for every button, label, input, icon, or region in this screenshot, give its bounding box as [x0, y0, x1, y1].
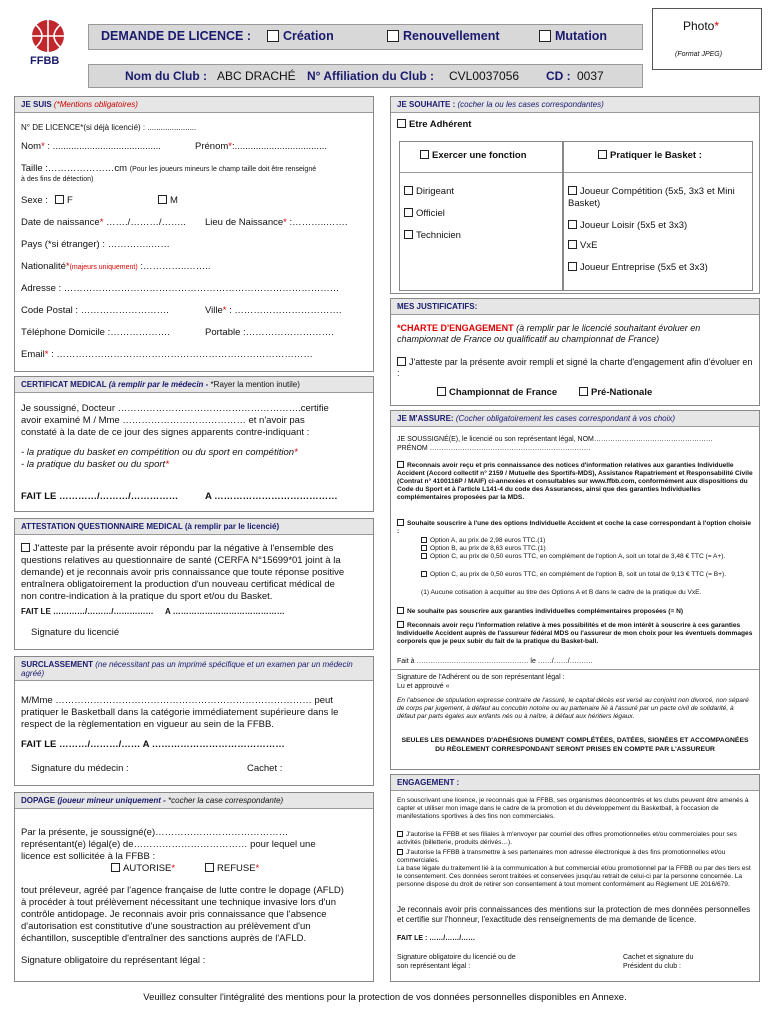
certificat-option-2[interactable]: - la pratique du basket ou du sport*	[21, 459, 169, 470]
engagement-section	[390, 774, 760, 982]
adresse-field[interactable]: Adresse : ……………………………………………………………………………	[21, 283, 340, 294]
sexe-m[interactable]: M	[158, 195, 178, 207]
charte-attestation[interactable]: J'atteste par la présente avoir rempli et signé la charte d'engagement afin d'évoluer en :	[397, 357, 753, 378]
taille-field[interactable]: Taille :…………………cm (Pour les joueurs mineurs le champ taille doit être renseigné	[21, 163, 317, 174]
engagement-header: ENGAGEMENT :	[391, 775, 759, 791]
surclassement-line-2: pratiquer le Basketball dans la catégorie immédiatement supérieure dans le	[21, 707, 339, 718]
capital-deces-note: En l'absence de stipulation expresse contraire de l'assuré, le capital décès est versé au conjoint non divorcé, non séparé de corps par jugement, à défaut au concubin notoire ou au partenaire lié à l'assuré par un pacte civil de solidarité, à défaut par parts égales aux enfants nés ou à naître, à défaut aux héritiers légaux.	[397, 697, 749, 720]
information-checkbox[interactable]	[397, 621, 404, 628]
assurance-final-note: SEULES LES DEMANDES D'ADHÉSIONS DUMENT COMPLÉTÉES, DATÉES, SIGNÉES ET ACCOMPAGNÉES DU RÈGLEMENT CORRESPONDANT SERONT PRISES EN COMPTE PAR L'ASSUREUR	[401, 737, 749, 753]
questionnaire-lieu[interactable]: A ……………………………………	[165, 607, 285, 616]
je-suis-section	[14, 96, 374, 372]
option-c-b[interactable]: Option C, au prix de 0,50 euros TTC, en complément de l'option B, soit un total de 9,13 € TTC (= B+).	[421, 571, 751, 579]
fonction-checkbox[interactable]	[420, 150, 429, 159]
adherent-option[interactable]: Etre Adhérent	[397, 119, 471, 131]
certificat-section	[14, 376, 374, 512]
dopage-text-4: d'autorisation est constitutive d'une soustraction au prélèvement d'un	[21, 921, 311, 932]
justificatifs-section	[390, 298, 760, 406]
dopage-line-3: licence est sollicitée à la FFBB :	[21, 851, 156, 862]
dopage-refuse[interactable]: REFUSE*	[205, 863, 259, 875]
email-field[interactable]: Email* : ………………………………………………………………………	[21, 349, 313, 360]
sexe-f-checkbox[interactable]	[55, 195, 64, 204]
affiliation-label: N° Affiliation du Club :	[307, 69, 434, 83]
je-souhaite-section	[390, 96, 760, 294]
assurance-information[interactable]: Reconnais avoir reçu l'information relative à mes possibilités et de mon intérêt à souscrire à ces garanties Individuelle Accident auprès de l'assureur fédéral MDS ou l'assureur de mon choix pour les éventuels dommages corporels que je peux subir du fait de la pratique du Basket-ball.	[397, 622, 753, 645]
sexe-label: Sexe :	[21, 195, 48, 206]
engagement-date[interactable]: FAIT LE : ……/……/……	[397, 935, 476, 942]
engagement-partenaires[interactable]: J'autorise la FFBB à transmettre à ses partenaires mon adresse électronique à des fins promotionnelles et/ou commerciales.	[397, 849, 726, 864]
questionnaire-signature[interactable]: Signature du licencié	[31, 627, 120, 638]
adherent-checkbox[interactable]	[397, 119, 406, 128]
questionnaire-line-2: questions relatives au questionnaire de santé (CERFA N°15699*01 joint à la	[21, 555, 341, 566]
dopage-line-2: représentant(e) légal(e) de……………………………… pour lequel une	[21, 839, 316, 850]
refus-checkbox[interactable]	[397, 607, 404, 614]
option-c-a-checkbox[interactable]	[421, 553, 427, 559]
pratiquer-option[interactable]: Pratiquer le Basket :	[598, 150, 702, 162]
dopage-header: DOPAGE (joueur mineur uniquement - *cocher la case correspondante)	[15, 793, 373, 809]
assurance-header: JE M'ASSURE: (Cocher obligatoirement les cases correspondant à vos choix)	[391, 411, 759, 427]
club-bar	[88, 64, 643, 88]
divider	[400, 172, 562, 173]
courriel-checkbox[interactable]	[397, 831, 403, 837]
je-suis-header: JE SUIS (*Mentions obligatoires)	[15, 97, 373, 113]
certificat-option-1[interactable]: - la pratique du basket en compétition ou du sport en compétition*	[21, 447, 298, 458]
lieu-naissance-field[interactable]: Lieu de Naissance* :………..…….	[205, 217, 348, 228]
assurance-section	[390, 410, 760, 770]
dopage-signature[interactable]: Signature obligatoire du représentant légal :	[21, 955, 206, 966]
renouvellement-label: Renouvellement	[403, 29, 500, 43]
surclassement-line-1: M/Mme ……………………………………………………………………… peut	[21, 695, 333, 706]
cd-value[interactable]: 0037	[577, 69, 604, 83]
option-mutation[interactable]	[539, 29, 607, 43]
technicien-option[interactable]: Technicien	[404, 230, 461, 242]
dopage-section	[14, 792, 374, 982]
questionnaire-date[interactable]: FAIT LE …………/………/……………	[21, 607, 154, 616]
dirigeant-checkbox[interactable]	[404, 186, 413, 195]
certificat-line-3: constaté à la date de ce jour des signes apparents contre-indiquant :	[21, 427, 310, 438]
competition-option[interactable]: Joueur Compétition (5x5, 3x3 et Mini Basket)	[568, 186, 735, 209]
ffbb-logo	[28, 18, 68, 76]
autorise-checkbox[interactable]	[111, 863, 120, 872]
dopage-autorise[interactable]: AUTORISE*	[111, 863, 175, 875]
dopage-text-2: à procéder à tout prélèvement nécessitant une technique invasive lors d'un	[21, 897, 336, 908]
option-a-checkbox[interactable]	[421, 537, 427, 543]
technicien-checkbox[interactable]	[404, 230, 413, 239]
dopage-text-1: tout préleveur, agréé par l'agence française de lutte contre le dopage (AFLD)	[21, 885, 344, 896]
partenaires-checkbox[interactable]	[397, 849, 403, 855]
questionnaire-line-4: entraînera obligatoirement la production d'un nouveau certificat médical de	[21, 579, 335, 590]
prenom-field[interactable]: Prénom*:...................................	[195, 141, 327, 152]
licence-number-field[interactable]: N° DE LICENCE*(si déjà licencié) : ......................	[21, 123, 197, 132]
engagement-signature-licencie[interactable]: Signature obligatoire du licencié ou de son représentant légal :	[397, 954, 516, 970]
vxe-checkbox[interactable]	[568, 240, 577, 249]
engagement-cachet-president[interactable]: Cachet et signature du Président du club :	[623, 954, 694, 970]
pre-nationale-checkbox[interactable]	[579, 387, 588, 396]
option-renouvellement[interactable]	[387, 29, 500, 43]
pays-field[interactable]: Pays (*si étranger) : …………..……	[21, 239, 170, 250]
certificat-lieu[interactable]: A …………………………………	[205, 491, 338, 502]
dopage-text-3: contrôle antidopage. Je reconnais avoir pris connaissance que l'absence	[21, 909, 327, 920]
assurance-souhaite[interactable]: Souhaite souscrire à l'une des options Individuelle Accident et coche la case correspondant à l'option choisie :	[397, 520, 752, 535]
footer-note: Veuillez consulter l'intégralité des mentions pour la protection de vos données personnelles disponibles en Annexe.	[143, 992, 627, 1003]
divider	[391, 669, 759, 670]
championnat-france-option[interactable]: Championnat de France	[437, 387, 557, 399]
dopage-text-5: échantillon, susceptible d'entraîner des sanctions auprès de l'AFLD.	[21, 933, 307, 944]
officiel-option[interactable]: Officiel	[404, 208, 445, 220]
entreprise-checkbox[interactable]	[568, 262, 577, 271]
assurance-prenom[interactable]: PRÉNOM ……………………………………………………………	[397, 445, 591, 452]
option-c-b-checkbox[interactable]	[421, 571, 427, 577]
questionnaire-checkbox[interactable]	[21, 543, 30, 552]
championnat-france-checkbox[interactable]	[437, 387, 446, 396]
option-b[interactable]: Option B, au prix de 8,63 euros TTC.(1)	[421, 545, 751, 553]
competition-checkbox[interactable]	[568, 186, 577, 195]
title-bar	[88, 24, 643, 50]
assurance-signature[interactable]: Signature de l'Adhérent ou de son représentant légal :	[397, 674, 565, 681]
mutation-checkbox[interactable]	[539, 30, 551, 42]
charte-engagement: *CHARTE D'ENGAGEMENT (à remplir par le licencié souhaitant évoluer en championnat de France ou qualificatif au championnat de France)	[397, 323, 701, 344]
creation-label: Création	[283, 29, 334, 43]
dopage-line-1: Par la présente, je soussigné(e)……………………………………	[21, 827, 289, 838]
questionnaire-header: ATTESTATION QUESTIONNAIRE MEDICAL (à remplir par le licencié)	[15, 519, 373, 535]
refuse-checkbox[interactable]	[205, 863, 214, 872]
certificat-line-2: avoir examiné M / Mme ………………………………… et n'avoir pas	[21, 415, 305, 426]
questionnaire-section	[14, 518, 374, 650]
pratiquer-checkbox[interactable]	[598, 150, 607, 159]
fonction-option[interactable]: Exercer une fonction	[420, 150, 527, 162]
je-souhaite-header: JE SOUHAITE : (cocher la ou les cases correspondantes)	[391, 97, 759, 113]
assurance-refus[interactable]: Ne souhaite pas souscrire aux garanties individuelles complémentaires proposées (= N)	[397, 607, 753, 616]
engagement-courriel[interactable]: J'autorise la FFBB et ses filiales à m'envoyer par courriel des offres promotionnelles et/ou commerciales pour ses activités (billetterie, produits dérivés…).	[397, 831, 737, 846]
loisir-checkbox[interactable]	[568, 220, 577, 229]
loisir-option[interactable]: Joueur Loisir (5x5 et 3x3)	[568, 220, 687, 232]
surclassement-line-3: respect de la règlementation en vigueur au sein de la FFBB.	[21, 719, 274, 730]
logo-text: FFBB	[30, 55, 60, 67]
surclassement-section	[14, 656, 374, 786]
fonction-box	[399, 141, 563, 291]
option-a[interactable]: Option A, au prix de 2,98 euros TTC.(1)	[421, 537, 751, 545]
cd-label: CD :	[546, 69, 571, 83]
option-b-checkbox[interactable]	[421, 545, 427, 551]
option-c-a[interactable]: Option C, au prix de 0,50 euros TTC, en complément de l'option A, soit un total de 3,48 € TTC (= A+).	[421, 553, 751, 561]
pre-nationale-option[interactable]: Pré-Nationale	[579, 387, 652, 399]
lu-approuve: Lu et approuvé «	[397, 683, 450, 690]
club-name-value[interactable]: ABC DRACHÉ	[217, 69, 296, 83]
basketball-icon	[28, 18, 68, 76]
renouvellement-checkbox[interactable]	[387, 30, 399, 42]
ville-field[interactable]: Ville* : …………………………….	[205, 305, 342, 316]
questionnaire-line-5: non contre-indication à la pratique du sport et/ou du Basket.	[21, 591, 273, 602]
affiliation-value[interactable]: CVL0037056	[449, 69, 520, 83]
surclassement-cachet[interactable]: Cachet :	[247, 763, 283, 774]
club-name-label: Nom du Club :	[125, 69, 207, 83]
justificatifs-header: MES JUSTIFICATIFS:	[391, 299, 759, 315]
charte-checkbox[interactable]	[397, 357, 406, 366]
engagement-text-2: La base légale du traitement lié à la communication à but commercial et/ou promotionnel par la FFBB ou par des tiers est le consentement. Ces données seront traitées et conservées jusqu'au retrait de celui-ci par la personne concernée. La personne dispose du droit de retirer son consentement à tout moment conformément au Règlement UE 2016/679.	[397, 865, 751, 888]
form-title: DEMANDE DE LICENCE :	[101, 29, 252, 43]
code-postal-field[interactable]: Code Postal : ……………………….	[21, 305, 169, 316]
certificat-line-1: Je soussigné, Docteur ………………………………………………….certifie	[21, 403, 329, 414]
certificat-header: CERTIFICAT MEDICAL (à remplir par le médecin - *Rayer la mention inutile)	[15, 377, 373, 393]
pratiquer-box	[563, 141, 753, 291]
sexe-f[interactable]: F	[55, 195, 73, 207]
photo-box[interactable]	[652, 8, 762, 70]
portable-field[interactable]: Portable :……………………….	[205, 327, 334, 338]
engagement-text-3: Je reconnais avoir pris connaissances des mentions sur la protection de mes données personnelles et certifie sur l'honneur, l'exactitude des renseignements de ma demande de licence.	[397, 905, 751, 924]
assurance-reconnais[interactable]: Reconnais avoir reçu et pris connaissance des notices d'information relatives aux garanties Individuelle Accident (Accord collectif n° 2159 / Mutuelle des Sportifs-MDS), Assistance Rapatriement et Responsabilité Civile (Contrat n° 4100116P / MAIF) ci-annexées et consultables sur www.ffbb.com, conformément aux dispositions du Code du Sport et à l'article L141-4 du code des Assurances, ainsi que des garanties Individuelles complémentaires proposées par la MDS.	[397, 462, 753, 501]
certificat-date[interactable]: FAIT LE …………/………/……………	[21, 491, 179, 502]
mutation-label: Mutation	[555, 29, 608, 43]
dirigeant-option[interactable]: Dirigeant	[404, 186, 454, 198]
entreprise-option[interactable]: Joueur Entreprise (5x5 et 3x3)	[568, 262, 708, 274]
taille-note: à des fins de détection)	[21, 176, 94, 183]
officiel-checkbox[interactable]	[404, 208, 413, 217]
questionnaire-line-3: demande) et je reconnais avoir pris connaissance que toute réponse positive	[21, 567, 345, 578]
creation-checkbox[interactable]	[267, 30, 279, 42]
option-creation[interactable]	[267, 29, 334, 43]
photo-label: Photo*	[683, 19, 720, 33]
nom-field[interactable]: Nom* : .........................................	[21, 141, 161, 152]
naissance-field[interactable]: Date de naissance* ……./………/……..	[21, 217, 186, 228]
assurance-nom[interactable]: JE SOUSSIGNÉ(E), le licencié ou son représentant légal, NOM……………………………………………	[397, 436, 713, 443]
souhaite-checkbox[interactable]	[397, 519, 404, 526]
sexe-m-checkbox[interactable]	[158, 195, 167, 204]
divider	[564, 172, 752, 173]
reconnais-checkbox[interactable]	[397, 461, 404, 468]
assurance-fait[interactable]: Fait à ………………………………………… le ……/……/……….	[397, 658, 593, 665]
photo-format: (Format JPEG)	[675, 51, 723, 58]
surclassement-header: SURCLASSEMENT (ne nécessitant pas un imprimé spécifique et un examen par un médecin agréé)	[15, 657, 373, 681]
surclassement-signature[interactable]: Signature du médecin :	[31, 763, 129, 774]
telephone-field[interactable]: Téléphone Domicile :……………….	[21, 327, 170, 338]
questionnaire-line-1[interactable]: J'atteste par la présente avoir répondu par la négative à l'ensemble des	[21, 543, 333, 555]
nationalite-field[interactable]: Nationalité*(majeurs uniquement) :…………..……..	[21, 261, 211, 272]
engagement-text-1: En souscrivant une licence, je reconnais que la FFBB, ses organismes déconcentrés et les clubs peuvent être amenés à capter et utiliser mon image dans le cadre de la promotion et du développement du Basketball, à l'occasion de manifestations sportives à des fins non commerciales.	[397, 797, 749, 820]
vxe-option[interactable]: VxE	[568, 240, 597, 252]
surclassement-date[interactable]: FAIT LE ………/………/…… A ……………………………………	[21, 739, 285, 750]
option-note: (1) Aucune cotisation à acquitter au titre des Options A et B dans le cadre de la pratique du VxE.	[421, 589, 702, 596]
